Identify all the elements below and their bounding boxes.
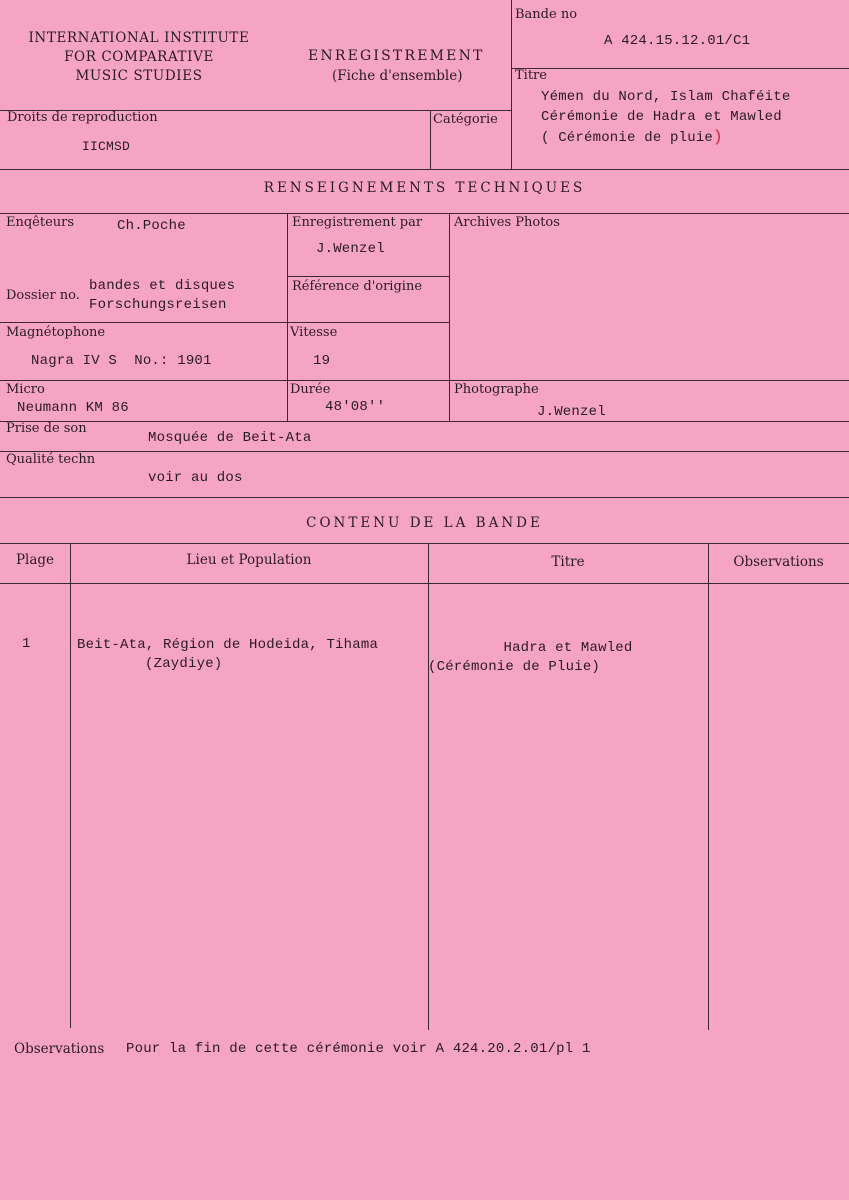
titre-red-mark: )	[713, 128, 723, 146]
magnetophone-value: Nagra IV S No.: 1901	[31, 353, 212, 369]
categorie-label: Catégorie	[433, 112, 498, 127]
titre-line-3	[541, 127, 790, 148]
row-lieu-line-2: (Zaydiye)	[145, 656, 223, 672]
enregistrement-label: Enregistrement par	[292, 215, 423, 230]
rule-dossier-bottom	[0, 322, 449, 323]
archives-label: Archives Photos	[454, 215, 560, 230]
rule-tech-v2	[449, 213, 450, 421]
institute-line-1: INTERNATIONAL INSTITUTE	[28, 30, 250, 46]
rule-header-right	[511, 68, 849, 69]
row-titre-line-1: Hadra et Mawled	[503, 640, 633, 656]
titre-line-3-text: ( Cérémonie de pluie	[541, 130, 714, 146]
column-header-titre: Titre	[551, 554, 585, 570]
dossier-label: Dossier no.	[6, 288, 80, 303]
row-titre-line-2: (Cérémonie de Pluie)	[428, 659, 601, 675]
qualite-label: Qualité techn	[6, 452, 96, 467]
titre-value	[541, 87, 790, 148]
droits-label: Droits de reproduction	[7, 110, 158, 125]
titre-line-1: Yémen du Nord, Islam Chaféite	[541, 89, 791, 105]
enregistrement-value: J.Wenzel	[316, 241, 385, 257]
rule-contents-v2	[428, 543, 429, 1030]
rule-contents-v3	[708, 543, 709, 1030]
rule-header-bottom	[0, 169, 849, 170]
titre-label: Titre	[515, 68, 547, 83]
micro-value: Neumann KM 86	[17, 400, 129, 416]
prise-value: Mosquée de Beit-Ata	[148, 430, 312, 446]
column-header-observations: Observations	[733, 554, 824, 570]
rule-contents-v1	[70, 543, 71, 1028]
row-plage: 1	[22, 636, 31, 652]
footer-observations-label: Observations	[14, 1041, 105, 1057]
rule-enregistrement-bottom	[287, 276, 449, 277]
rule-prise-bottom	[0, 451, 849, 452]
form-subtitle: (Fiche d'ensemble)	[332, 68, 463, 84]
column-header-lieu: Lieu et Population	[186, 552, 312, 568]
rule-tech-v1	[287, 213, 288, 421]
rule-header-vertical	[511, 0, 512, 169]
vitesse-value: 19	[313, 353, 331, 369]
bande-label: Bande no	[515, 7, 578, 22]
column-header-plage: Plage	[15, 552, 55, 568]
rule-contents-top	[0, 543, 849, 544]
bande-value: A 424.15.12.01/C1	[604, 33, 751, 49]
rule-magneto-bottom	[0, 380, 849, 381]
magnetophone-label: Magnétophone	[6, 325, 106, 340]
section-title-contents: CONTENU DE LA BANDE	[306, 515, 543, 531]
form-title: ENREGISTREMENT	[308, 48, 485, 64]
qualite-value: voir au dos	[148, 470, 243, 486]
institute-name	[8, 29, 270, 86]
vitesse-label: Vitesse	[290, 325, 338, 340]
institute-line-3: MUSIC STUDIES	[75, 68, 203, 84]
footer-observations-value: Pour la fin de cette cérémonie voir A 424.20.2.01/pl 1	[126, 1041, 591, 1057]
reference-label: Référence d'origine	[292, 279, 423, 294]
duree-value: 48'08''	[325, 399, 386, 415]
micro-label: Micro	[6, 382, 45, 397]
section-title-technical: RENSEIGNEMENTS TECHNIQUES	[263, 180, 586, 196]
titre-line-2: Cérémonie de Hadra et Mawled	[541, 109, 782, 125]
prise-label: Prise de son	[6, 421, 87, 436]
photographe-value: J.Wenzel	[537, 404, 606, 420]
row-lieu-line-1: Beit-Ata, Région de Hodeida, Tihama	[77, 637, 379, 653]
dossier-value-1: bandes et disques	[89, 278, 236, 294]
rule-qualite-bottom	[0, 497, 849, 498]
dossier-value-2: Forschungsreisen	[89, 297, 227, 313]
droits-value: IICMSD	[82, 139, 131, 154]
enqueteurs-label: Enqêteurs	[6, 215, 75, 230]
institute-line-2: FOR COMPARATIVE	[64, 49, 214, 65]
rule-micro-bottom	[0, 421, 849, 422]
rule-tech-top	[0, 213, 849, 214]
rule-contents-header-bottom	[0, 583, 849, 584]
enqueteurs-value: Ch.Poche	[117, 218, 186, 234]
rule-categorie-vertical	[430, 110, 431, 169]
duree-label: Durée	[290, 382, 331, 397]
photographe-label: Photographe	[454, 382, 539, 397]
